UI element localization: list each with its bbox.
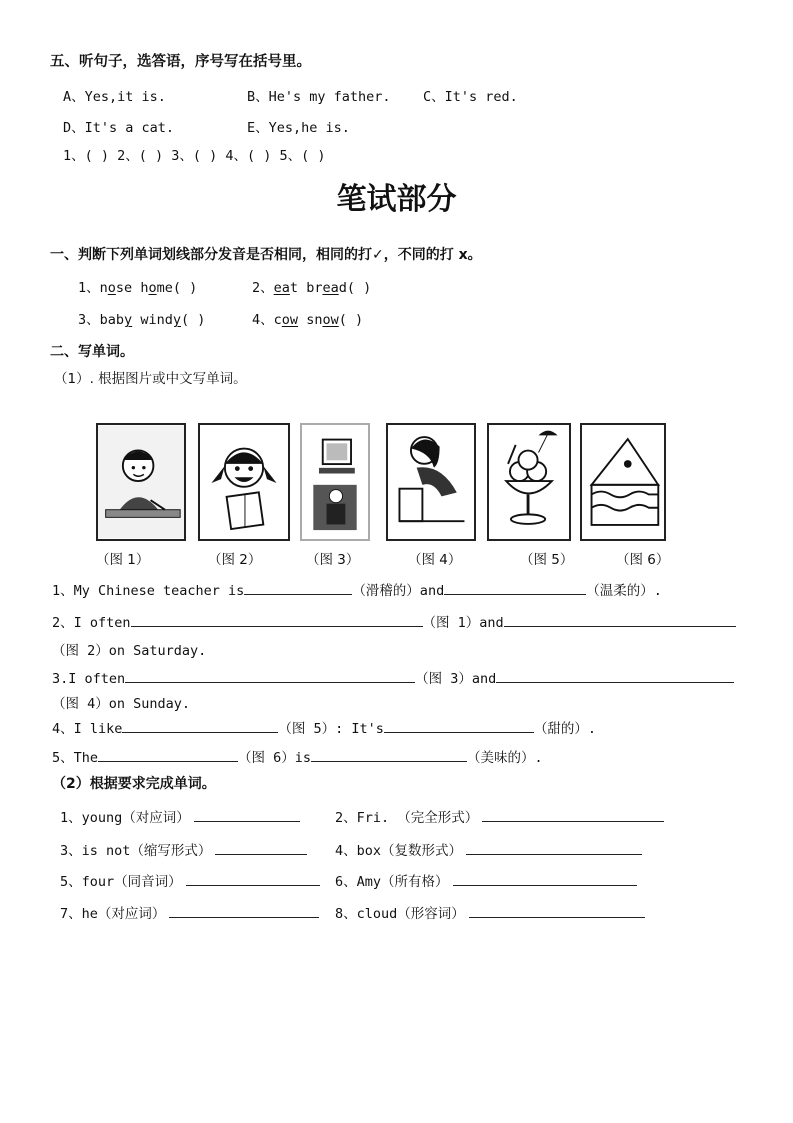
option-d: D、It's a cat. bbox=[63, 120, 175, 136]
blank-w6[interactable] bbox=[453, 871, 637, 886]
blank-w2[interactable] bbox=[482, 807, 664, 822]
word-task-3-label: 3、is not（缩写形式） bbox=[60, 843, 212, 859]
q1-word2-a: h bbox=[140, 280, 149, 296]
q4-word1-a: c bbox=[273, 312, 282, 328]
sentence-1 bbox=[52, 579, 662, 599]
word-task-4-label: 4、box（复数形式） bbox=[335, 843, 463, 859]
sentence-2-a: 2、I often bbox=[52, 615, 131, 631]
q4-word1-underlined: ow bbox=[281, 312, 299, 328]
option-a: A、Yes,it is. bbox=[63, 89, 166, 105]
blank-w4[interactable] bbox=[466, 840, 642, 855]
phonics-q1 bbox=[78, 276, 197, 296]
picture-5-ice-cream bbox=[487, 423, 571, 541]
picture-6-cake bbox=[580, 423, 666, 541]
word-task-4 bbox=[335, 839, 642, 859]
q2-word2-b: d( ) bbox=[338, 280, 372, 296]
sentence-4-c: （甜的）. bbox=[533, 721, 597, 737]
word-task-8 bbox=[335, 902, 645, 922]
q3-word2-underlined: y bbox=[172, 312, 181, 328]
section5-heading: 五、听句子，选答语，序号写在括号里。 bbox=[50, 54, 311, 70]
q3-word2-b: ( ) bbox=[180, 312, 206, 328]
q4-number: 4、 bbox=[252, 312, 274, 328]
blank-w5[interactable] bbox=[186, 871, 320, 886]
phonics-q2 bbox=[252, 276, 371, 296]
blank-delicious[interactable] bbox=[311, 747, 467, 762]
q4-word2-a: sn bbox=[306, 312, 323, 328]
option-b: B、He's my father. bbox=[247, 89, 391, 105]
word-task-5 bbox=[60, 870, 320, 890]
option-e: E、Yes,he is. bbox=[247, 120, 350, 136]
word-task-6-label: 6、Amy（所有格） bbox=[335, 874, 449, 890]
written-section-title: 笔试部分 bbox=[336, 182, 457, 217]
word-task-7-label: 7、he（对应词） bbox=[60, 906, 166, 922]
sentence-3-a: 3.I often bbox=[52, 671, 126, 687]
sentence-4-b: （图 5）: It's bbox=[278, 721, 384, 737]
caption-6: （图 6） bbox=[616, 552, 670, 568]
word-task-2 bbox=[335, 806, 664, 826]
word-task-3 bbox=[60, 839, 307, 859]
word-task-5-label: 5、four（同音词） bbox=[60, 874, 182, 890]
caption-4: （图 4） bbox=[408, 552, 462, 568]
part1-heading: 一、判断下列单词划线部分发音是否相同，相同的打✓，不同的打 x。 bbox=[50, 247, 482, 263]
sentence-4 bbox=[52, 717, 596, 737]
picture-4-girl-cleaning bbox=[386, 423, 476, 541]
q2-word1-underlined: ea bbox=[273, 280, 290, 296]
q1-word1-b: se bbox=[115, 280, 133, 296]
q1-word2-underlined: o bbox=[148, 280, 157, 296]
blank-w3[interactable] bbox=[215, 840, 307, 855]
sentence-2-b: （图 1）and bbox=[422, 615, 504, 631]
q4-word2-underlined: ow bbox=[322, 312, 339, 328]
blank-pic1[interactable] bbox=[131, 612, 423, 627]
sentence-1-a: 1、My Chinese teacher is bbox=[52, 583, 245, 599]
blank-pic6[interactable] bbox=[98, 747, 238, 762]
answer-brackets: 1、( ) 2、( ) 3、( ) 4、( ) 5、( ) bbox=[63, 148, 326, 164]
blank-pic2[interactable] bbox=[504, 612, 736, 627]
phonics-q4 bbox=[252, 308, 363, 328]
blank-gentle[interactable] bbox=[444, 580, 586, 595]
caption-1: （图 1） bbox=[96, 552, 150, 568]
blank-w8[interactable] bbox=[469, 903, 645, 918]
blank-w1[interactable] bbox=[194, 807, 300, 822]
part2-sub2: （2）根据要求完成单词。 bbox=[52, 776, 216, 792]
blank-w7[interactable] bbox=[169, 903, 319, 918]
q2-word2-a: br bbox=[306, 280, 323, 296]
q4-word2-b: ( ) bbox=[338, 312, 364, 328]
q1-word1-a: n bbox=[99, 280, 108, 296]
picture-1-boy-writing bbox=[96, 423, 186, 541]
word-task-8-label: 8、cloud（形容词） bbox=[335, 906, 465, 922]
sentence-3-b: （图 3）and bbox=[415, 671, 497, 687]
option-c: C、It's red. bbox=[423, 89, 518, 105]
sentence-2 bbox=[52, 611, 736, 631]
sentence-2-end: （图 2）on Saturday. bbox=[52, 643, 207, 659]
sentence-3-end: （图 4）on Sunday. bbox=[52, 696, 191, 712]
sentence-5-a: 5、The bbox=[52, 750, 99, 766]
sentence-3 bbox=[52, 667, 734, 687]
sentence-5 bbox=[52, 746, 543, 766]
blank-pic5[interactable] bbox=[122, 718, 278, 733]
sentence-1-b: （滑稽的）and bbox=[352, 583, 445, 599]
caption-3: （图 3） bbox=[306, 552, 360, 568]
sentence-5-b: （图 6）is bbox=[238, 750, 312, 766]
blank-funny[interactable] bbox=[244, 580, 352, 595]
sentence-5-c: （美味的）. bbox=[467, 750, 543, 766]
picture-3-computer bbox=[300, 423, 370, 541]
word-task-6 bbox=[335, 870, 637, 890]
blank-pic3[interactable] bbox=[125, 668, 415, 683]
q2-word2-underlined: ea bbox=[322, 280, 339, 296]
q1-word2-b: me( ) bbox=[156, 280, 198, 296]
q3-word1-a: bab bbox=[99, 312, 125, 328]
word-task-7 bbox=[60, 902, 319, 922]
blank-pic4[interactable] bbox=[496, 668, 734, 683]
q3-word1-underlined: y bbox=[124, 312, 133, 328]
word-task-1 bbox=[60, 806, 300, 826]
word-task-2-label: 2、Fri. （完全形式） bbox=[335, 810, 479, 826]
caption-5: （图 5） bbox=[520, 552, 574, 568]
caption-2: （图 2） bbox=[208, 552, 262, 568]
blank-sweet[interactable] bbox=[384, 718, 534, 733]
phonics-q3 bbox=[78, 308, 205, 328]
part2-sub1: （1）. 根据图片或中文写单词。 bbox=[54, 371, 247, 387]
q3-number: 3、 bbox=[78, 312, 100, 328]
part2-heading: 二、写单词。 bbox=[50, 344, 134, 360]
q1-word1-underlined: o bbox=[107, 280, 116, 296]
sentence-1-c: （温柔的）. bbox=[586, 583, 662, 599]
sentence-4-a: 4、I like bbox=[52, 721, 123, 737]
q1-number: 1、 bbox=[78, 280, 100, 296]
picture-2-girl-reading bbox=[198, 423, 290, 541]
word-task-1-label: 1、young（对应词） bbox=[60, 810, 190, 826]
q2-number: 2、 bbox=[252, 280, 274, 296]
q2-word1-b: t bbox=[289, 280, 299, 296]
q3-word2-a: wind bbox=[140, 312, 173, 328]
